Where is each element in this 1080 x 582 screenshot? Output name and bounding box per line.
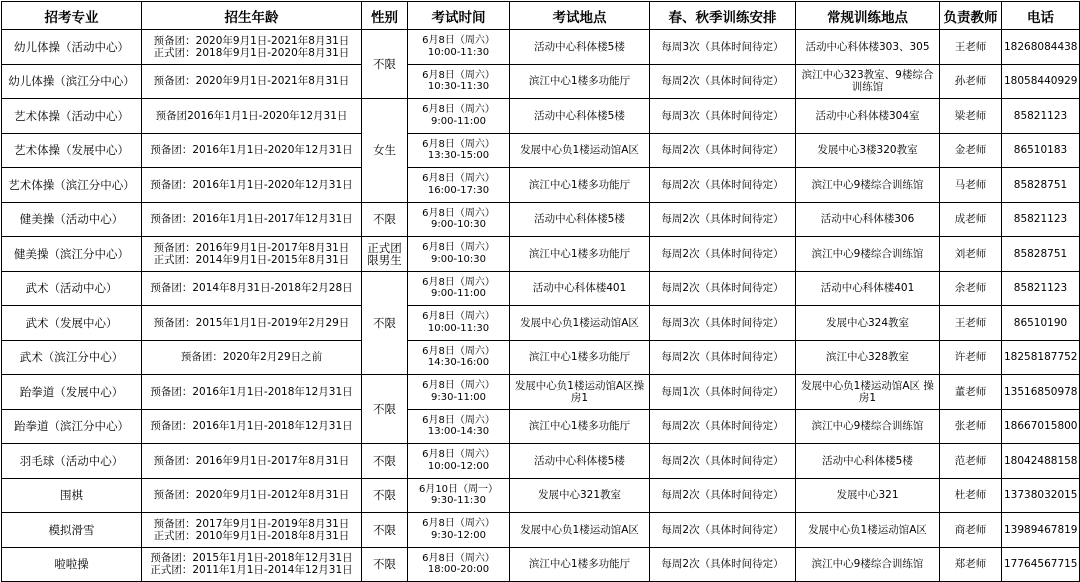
cell-major: 健美操（活动中心） xyxy=(2,202,142,237)
time-line: 6月8日（周六） xyxy=(422,345,495,357)
cell-age xyxy=(142,64,362,99)
time-line: 9:30-12:00 xyxy=(431,529,486,541)
cell-sex: 不限 xyxy=(362,547,408,582)
cell-phone: 13989467819 xyxy=(1002,513,1080,548)
table-row xyxy=(2,306,1080,341)
cell-exam-time xyxy=(408,340,510,375)
header-age: 招生年龄 xyxy=(142,2,362,30)
time-line: 6月10日（周一） xyxy=(418,483,499,495)
cell-exam-time xyxy=(408,168,510,203)
cell-exam-place: 滨江中心1楼多功能厅 xyxy=(510,64,650,99)
cell-sex: 不限 xyxy=(362,513,408,548)
enrollment-table xyxy=(1,1,1080,582)
cell-major: 羽毛球（活动中心） xyxy=(2,444,142,479)
age-line: 预备团：2020年9月1日-2021年8月31日 xyxy=(153,75,350,88)
time-line: 16:00-17:30 xyxy=(427,184,490,196)
cell-age xyxy=(142,30,362,65)
cell-age xyxy=(142,478,362,513)
time-line: 6月8日（周六） xyxy=(422,311,495,323)
header-row xyxy=(2,2,1080,30)
cell-training-place: 活动中心科体楼304室 xyxy=(796,99,940,134)
cell-schedule: 每周2次（具体时间待定） xyxy=(650,271,796,306)
cell-exam-time xyxy=(408,306,510,341)
table-row xyxy=(2,237,1080,272)
time-line: 10:30-11:30 xyxy=(427,81,490,93)
age-line: 预备团：2017年9月1日-2019年8月31日 xyxy=(153,517,350,530)
age-line: 预备团：2014年8月31日-2018年2月28日 xyxy=(150,282,353,295)
cell-teacher: 张老师 xyxy=(940,409,1002,444)
cell-major: 艺术体操（活动中心） xyxy=(2,99,142,134)
age-line: 预备团：2016年9月1日-2017年8月31日 xyxy=(153,454,350,467)
cell-exam-place: 发展中心负1楼运动馆A区操房1 xyxy=(510,375,650,410)
cell-training-place: 发展中心324教室 xyxy=(796,306,940,341)
cell-schedule: 每周2次（具体时间待定） xyxy=(650,340,796,375)
cell-teacher: 许老师 xyxy=(940,340,1002,375)
time-line: 6月8日（周六） xyxy=(422,449,495,461)
cell-phone: 18268084438 xyxy=(1002,30,1080,65)
cell-sex: 不限 xyxy=(362,444,408,479)
time-line: 6月8日（周六） xyxy=(422,207,495,219)
cell-age xyxy=(142,99,362,134)
table-row xyxy=(2,444,1080,479)
cell-phone: 85821123 xyxy=(1002,271,1080,306)
cell-exam-place: 滨江中心1楼多功能厅 xyxy=(510,340,650,375)
cell-exam-place: 滨江中心1楼多功能厅 xyxy=(510,547,650,582)
cell-age xyxy=(142,409,362,444)
table-row xyxy=(2,202,1080,237)
cell-exam-time xyxy=(408,99,510,134)
cell-age xyxy=(142,306,362,341)
cell-sex: 不限 xyxy=(362,478,408,513)
cell-teacher: 王老师 xyxy=(940,306,1002,341)
cell-age xyxy=(142,202,362,237)
table-row xyxy=(2,409,1080,444)
time-line: 6月8日（周六） xyxy=(422,138,495,150)
table-row xyxy=(2,168,1080,203)
age-line: 预备团：2015年1月1日-2018年12月31日 xyxy=(150,552,353,565)
age-line: 预备团2016年1月1日-2020年12月31日 xyxy=(155,109,348,122)
age-line: 预备团：2020年9月1日-2012年8月31日 xyxy=(153,489,350,502)
table-row xyxy=(2,513,1080,548)
age-line: 正式团：2010年9月1日-2018年8月31日 xyxy=(153,529,350,542)
cell-exam-place: 发展中心负1楼运动馆A区 xyxy=(510,306,650,341)
cell-exam-time xyxy=(408,409,510,444)
cell-major: 围棋 xyxy=(2,478,142,513)
cell-exam-place: 滨江中心1楼多功能厅 xyxy=(510,168,650,203)
cell-phone: 18258187752 xyxy=(1002,340,1080,375)
table-row xyxy=(2,64,1080,99)
cell-training-place: 发展中心321 xyxy=(796,478,940,513)
cell-phone: 85828751 xyxy=(1002,237,1080,272)
header-exam-place: 考试地点 xyxy=(510,2,650,30)
cell-major: 幼儿体操（活动中心） xyxy=(2,30,142,65)
cell-exam-time xyxy=(408,202,510,237)
age-line: 预备团：2016年9月1日-2017年8月31日 xyxy=(153,241,350,254)
time-line: 9:00-11:00 xyxy=(431,288,486,300)
cell-teacher: 刘老师 xyxy=(940,237,1002,272)
cell-schedule: 每周3次（具体时间待定） xyxy=(650,30,796,65)
cell-major: 艺术体操（发展中心） xyxy=(2,133,142,168)
cell-age xyxy=(142,444,362,479)
cell-teacher: 余老师 xyxy=(940,271,1002,306)
time-line: 10:00-11:30 xyxy=(427,322,490,334)
age-line: 预备团：2015年1月1日-2019年2月29日 xyxy=(153,316,350,329)
cell-exam-time xyxy=(408,271,510,306)
table-row xyxy=(2,271,1080,306)
time-line: 9:30-11:30 xyxy=(431,495,486,507)
cell-training-place: 滨江中心9楼综合训练馆 xyxy=(796,168,940,203)
cell-exam-time xyxy=(408,478,510,513)
cell-major: 幼儿体操（滨江分中心） xyxy=(2,64,142,99)
age-line: 正式团：2014年9月1日-2015年8月31日 xyxy=(153,253,350,266)
cell-teacher: 梁老师 xyxy=(940,99,1002,134)
cell-exam-place: 滨江中心1楼多功能厅 xyxy=(510,237,650,272)
table-row xyxy=(2,133,1080,168)
time-line: 6月8日（周六） xyxy=(422,276,495,288)
cell-exam-time xyxy=(408,237,510,272)
cell-training-place: 活动中心科体楼5楼 xyxy=(796,444,940,479)
cell-exam-time xyxy=(408,64,510,99)
cell-schedule: 每周2次（具体时间待定） xyxy=(650,64,796,99)
age-line: 预备团：2016年1月1日-2018年12月31日 xyxy=(150,420,353,433)
age-line: 预备团：2016年1月1日-2020年12月31日 xyxy=(150,178,353,191)
age-line: 正式团：2018年9月1日-2020年8月31日 xyxy=(153,46,350,59)
cell-phone: 18042488158 xyxy=(1002,444,1080,479)
cell-age xyxy=(142,168,362,203)
time-line: 13:30-15:00 xyxy=(427,150,490,162)
cell-schedule: 每周2次（具体时间待定） xyxy=(650,513,796,548)
age-line: 正式团：2011年1月1日-2014年12月31日 xyxy=(150,564,353,577)
cell-sex: 不限 xyxy=(362,202,408,237)
cell-schedule: 每周3次（具体时间待定） xyxy=(650,306,796,341)
cell-schedule: 每周2次（具体时间待定） xyxy=(650,547,796,582)
age-line: 预备团：2020年2月29日之前 xyxy=(180,351,323,364)
cell-exam-place: 滨江中心1楼多功能厅 xyxy=(510,409,650,444)
time-line: 6月8日（周六） xyxy=(422,104,495,116)
cell-phone: 86510190 xyxy=(1002,306,1080,341)
time-line: 6月8日（周六） xyxy=(422,380,495,392)
cell-teacher: 成老师 xyxy=(940,202,1002,237)
cell-sex: 女生 xyxy=(362,99,408,203)
cell-major: 啦啦操 xyxy=(2,547,142,582)
time-line: 9:30-11:00 xyxy=(431,391,486,403)
cell-training-place: 滨江中心9楼综合训练馆 xyxy=(796,547,940,582)
cell-sex: 不限 xyxy=(362,271,408,375)
time-line: 6月8日（周六） xyxy=(422,518,495,530)
cell-teacher: 商老师 xyxy=(940,513,1002,548)
cell-exam-place: 发展中心负1楼运动馆A区 xyxy=(510,513,650,548)
cell-exam-time xyxy=(408,513,510,548)
header-phone: 电话 xyxy=(1002,2,1080,30)
time-line: 13:00-14:30 xyxy=(427,426,490,438)
table-body xyxy=(2,30,1080,582)
time-line: 6月8日（周六） xyxy=(422,173,495,185)
age-line: 预备团：2016年1月1日-2020年12月31日 xyxy=(150,144,353,157)
header-sex: 性别 xyxy=(362,2,408,30)
cell-major: 模拟滑雪 xyxy=(2,513,142,548)
cell-exam-place: 活动中心科体楼401 xyxy=(510,271,650,306)
time-line: 6月8日（周六） xyxy=(422,69,495,81)
cell-training-place: 发展中心3楼320教室 xyxy=(796,133,940,168)
cell-teacher: 郑老师 xyxy=(940,547,1002,582)
cell-training-place: 发展中心负1楼运动馆A区 操房1 xyxy=(796,375,940,410)
cell-schedule: 每周1次（具体时间待定） xyxy=(650,375,796,410)
cell-exam-place: 活动中心科体楼5楼 xyxy=(510,30,650,65)
time-line: 9:00-10:30 xyxy=(431,219,486,231)
cell-age xyxy=(142,375,362,410)
age-line: 预备团：2020年9月1日-2021年8月31日 xyxy=(153,34,350,47)
table-row xyxy=(2,547,1080,582)
cell-major: 跆拳道（发展中心） xyxy=(2,375,142,410)
time-line: 14:30-16:00 xyxy=(427,357,490,369)
table-row xyxy=(2,99,1080,134)
cell-age xyxy=(142,133,362,168)
cell-exam-place: 活动中心科体楼5楼 xyxy=(510,444,650,479)
cell-major: 武术（滨江分中心） xyxy=(2,340,142,375)
cell-exam-time xyxy=(408,444,510,479)
cell-exam-time xyxy=(408,375,510,410)
time-line: 10:00-11:30 xyxy=(427,46,490,58)
cell-exam-time xyxy=(408,30,510,65)
cell-teacher: 孙老师 xyxy=(940,64,1002,99)
cell-training-place: 活动中心科体楼303、305 xyxy=(796,30,940,65)
cell-teacher: 董老师 xyxy=(940,375,1002,410)
age-line: 预备团：2016年1月1日-2017年12月31日 xyxy=(150,213,353,226)
time-line: 18:00-20:00 xyxy=(427,564,490,576)
table-row xyxy=(2,340,1080,375)
cell-phone: 85821123 xyxy=(1002,202,1080,237)
cell-training-place: 滨江中心323教室、9楼综合训练馆 xyxy=(796,64,940,99)
cell-major: 武术（活动中心） xyxy=(2,271,142,306)
cell-exam-place: 发展中心负1楼运动馆A区 xyxy=(510,133,650,168)
time-line: 10:00-12:00 xyxy=(427,460,490,472)
cell-major: 武术（发展中心） xyxy=(2,306,142,341)
cell-schedule: 每周2次（具体时间待定） xyxy=(650,478,796,513)
table-row xyxy=(2,478,1080,513)
cell-major: 健美操（滨江分中心） xyxy=(2,237,142,272)
cell-age xyxy=(142,340,362,375)
cell-teacher: 金老师 xyxy=(940,133,1002,168)
cell-teacher: 杜老师 xyxy=(940,478,1002,513)
cell-age xyxy=(142,513,362,548)
header-training-place: 常规训练地点 xyxy=(796,2,940,30)
cell-schedule: 每周3次（具体时间待定） xyxy=(650,99,796,134)
cell-schedule: 每周2次（具体时间待定） xyxy=(650,202,796,237)
age-line: 预备团：2016年1月1日-2018年12月31日 xyxy=(150,385,353,398)
time-line: 6月8日（周六） xyxy=(422,414,495,426)
cell-teacher: 范老师 xyxy=(940,444,1002,479)
cell-schedule: 每周2次（具体时间待定） xyxy=(650,133,796,168)
cell-phone: 18058440929 xyxy=(1002,64,1080,99)
cell-schedule: 每周2次（具体时间待定） xyxy=(650,237,796,272)
cell-teacher: 王老师 xyxy=(940,30,1002,65)
time-line: 6月8日（周六） xyxy=(422,552,495,564)
cell-sex: 不限 xyxy=(362,30,408,99)
cell-age xyxy=(142,237,362,272)
cell-schedule: 每周2次（具体时间待定） xyxy=(650,168,796,203)
header-schedule: 春、秋季训练安排 xyxy=(650,2,796,30)
header-exam-time: 考试时间 xyxy=(408,2,510,30)
cell-age xyxy=(142,547,362,582)
cell-phone: 85821123 xyxy=(1002,99,1080,134)
cell-schedule: 每周2次（具体时间待定） xyxy=(650,409,796,444)
table-row xyxy=(2,375,1080,410)
cell-major: 艺术体操（滨江分中心） xyxy=(2,168,142,203)
cell-exam-time xyxy=(408,133,510,168)
cell-phone: 18667015800 xyxy=(1002,409,1080,444)
cell-phone: 86510183 xyxy=(1002,133,1080,168)
cell-sex: 正式团限男生 xyxy=(362,237,408,272)
cell-exam-place: 发展中心321教室 xyxy=(510,478,650,513)
cell-exam-time xyxy=(408,547,510,582)
cell-phone: 13516850978 xyxy=(1002,375,1080,410)
cell-training-place: 滨江中心328教室 xyxy=(796,340,940,375)
cell-training-place: 活动中心科体楼306 xyxy=(796,202,940,237)
cell-exam-place: 活动中心科体楼5楼 xyxy=(510,202,650,237)
header-teacher: 负责教师 xyxy=(940,2,1002,30)
cell-training-place: 发展中心负1楼运动馆A区 xyxy=(796,513,940,548)
cell-age xyxy=(142,271,362,306)
cell-training-place: 活动中心科体楼401 xyxy=(796,271,940,306)
cell-major: 跆拳道（滨江分中心） xyxy=(2,409,142,444)
time-line: 9:00-11:00 xyxy=(431,115,486,127)
table-row xyxy=(2,30,1080,65)
cell-training-place: 滨江中心9楼综合训练馆 xyxy=(796,237,940,272)
cell-training-place: 滨江中心9楼综合训练馆 xyxy=(796,409,940,444)
cell-phone: 17764567715 xyxy=(1002,547,1080,582)
cell-phone: 13738032015 xyxy=(1002,478,1080,513)
cell-sex: 不限 xyxy=(362,375,408,444)
cell-exam-place: 活动中心科体楼5楼 xyxy=(510,99,650,134)
cell-phone: 85828751 xyxy=(1002,168,1080,203)
time-line: 6月8日（周六） xyxy=(422,242,495,254)
time-line: 6月8日（周六） xyxy=(422,35,495,47)
time-line: 9:00-10:30 xyxy=(431,253,486,265)
cell-schedule: 每周2次（具体时间待定） xyxy=(650,444,796,479)
header-major: 招考专业 xyxy=(2,2,142,30)
cell-teacher: 马老师 xyxy=(940,168,1002,203)
